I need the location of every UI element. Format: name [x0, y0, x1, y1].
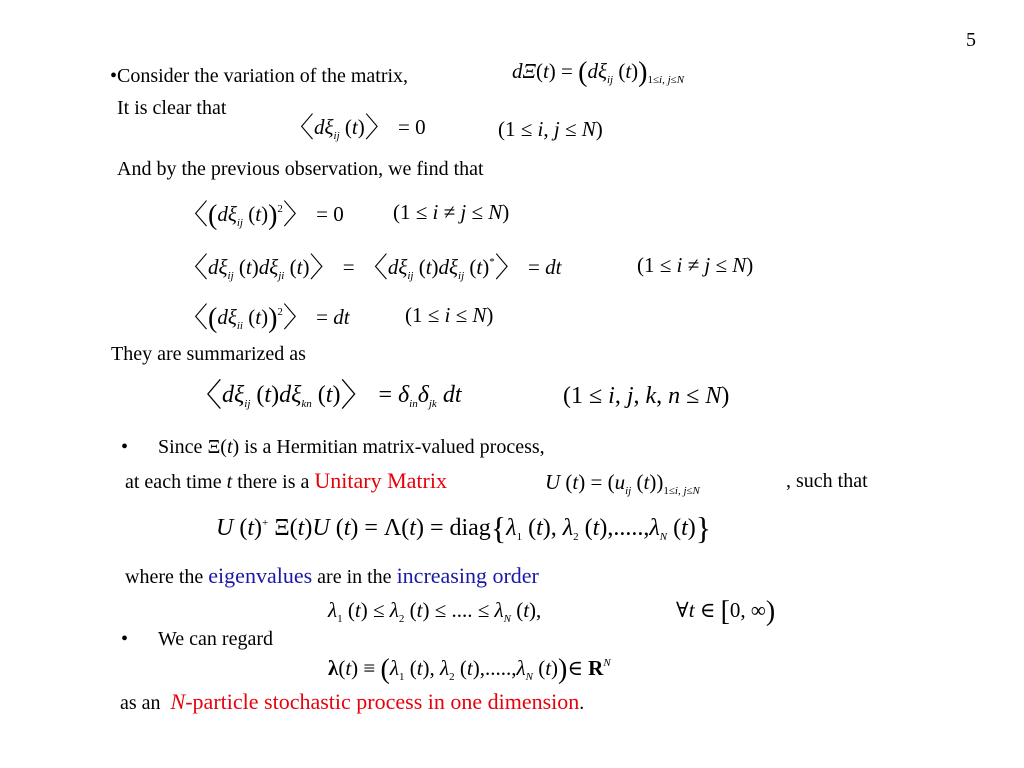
bullet-regard: •	[121, 628, 129, 650]
eigen-text	[125, 564, 539, 589]
page-number: 5	[966, 29, 976, 51]
eigen-mid: are in the	[317, 566, 392, 588]
unitary-t: t	[226, 471, 233, 493]
unitary-mid: there is a	[237, 471, 310, 493]
unitary-pre: at each time	[125, 471, 222, 493]
increasing-order-highlight: increasing order	[396, 563, 539, 588]
unitary-matrix-highlight: Unitary Matrix	[314, 468, 447, 493]
asan-n: N	[170, 689, 186, 714]
condition-1: (1 ≤ i, j ≤ N)	[498, 117, 603, 141]
condition-5: (1 ≤ i, j, k, n ≤ N)	[563, 383, 730, 409]
regard-text: We can regard	[158, 628, 273, 650]
asan-text	[120, 690, 584, 715]
bullet-since: •	[121, 436, 129, 458]
equation-forall-t: ∀t ∈ [0, ∞)	[676, 596, 776, 627]
condition-2: (1 ≤ i ≠ j ≤ N)	[393, 200, 510, 224]
since-post: is a Hermitian matrix-valued process,	[244, 436, 545, 458]
equation-dxi-matrix: $d\Xi(t) = (d\xi_{ij}$ $(t))_{1\le i, j\le N}$	[512, 57, 685, 88]
equation-square-zero: 〈($d\xi_{ij}$ (t))$^2$〉 = 0	[180, 200, 344, 231]
eigen-pre: where the	[125, 566, 204, 588]
previous-observation-text: And by the previous observation, we find that	[117, 158, 484, 180]
equation-diag-dt: 〈($d\xi_{ii}$ (t))$^2$〉 = dt	[180, 303, 350, 334]
equation-cross-dt: 〈$d\xi_{ij}$ $(t)d\xi_{ji}$ (t)〉 = 〈$d\xi_{ij}$ $(t)d\xi_{ij}$ (t)*〉 = dt	[180, 253, 562, 284]
unitary-text	[125, 469, 447, 494]
asan-post: .	[579, 692, 585, 714]
equation-diagonalization: U (t)+ Ξ(t)U $(t) = \Lambda(t) = diag\{\lambda_1$ (t), $\lambda_2$ $(t),.....,\lambda_N$ (t)}	[216, 510, 712, 546]
equation-unitary-def: U $(t) = (u_{ij}$ $(t))_{1\le i, j\le N}$	[545, 470, 700, 497]
intro-text: •Consider the variation of the matrix,	[110, 65, 409, 87]
equation-mean-zero: 〈$d\xi_{ij}$ (t)〉 = 0	[286, 113, 426, 144]
since-pre: Since	[158, 436, 203, 458]
equation-lambda-vector: $\lambda(t) \equiv (\lambda_1$ (t), $\lambda_2$ $(t),.....,\lambda_N$ (t))∈ $R^N$	[328, 654, 611, 685]
equation-summary: 〈$d\xi_{ij}$ $(t)d\xi_{kn}$ (t)〉 = $\delta_{in}\delta_{jk}$ dt	[190, 377, 462, 413]
such-that-text: , such that	[786, 470, 868, 492]
condition-3: (1 ≤ i ≠ j ≤ N)	[637, 253, 754, 277]
clear-that-text: It is clear that	[117, 97, 227, 119]
eigenvalues-highlight: eigenvalues	[208, 563, 313, 588]
since-text: Since Ξ(t) is a Hermitian matrix-valued process,	[158, 436, 545, 458]
condition-4: (1 ≤ i ≤ N)	[405, 303, 494, 327]
n-particle-highlight: -particle stochastic process in one dimension	[185, 689, 580, 714]
equation-ordering: $\lambda_1$ $(t) \le \lambda_2$ (t) ≤ .... ≤ $\lambda_N$ (t),	[328, 598, 542, 625]
summarized-text: They are summarized as	[111, 343, 306, 365]
asan-pre: as an	[120, 692, 161, 714]
